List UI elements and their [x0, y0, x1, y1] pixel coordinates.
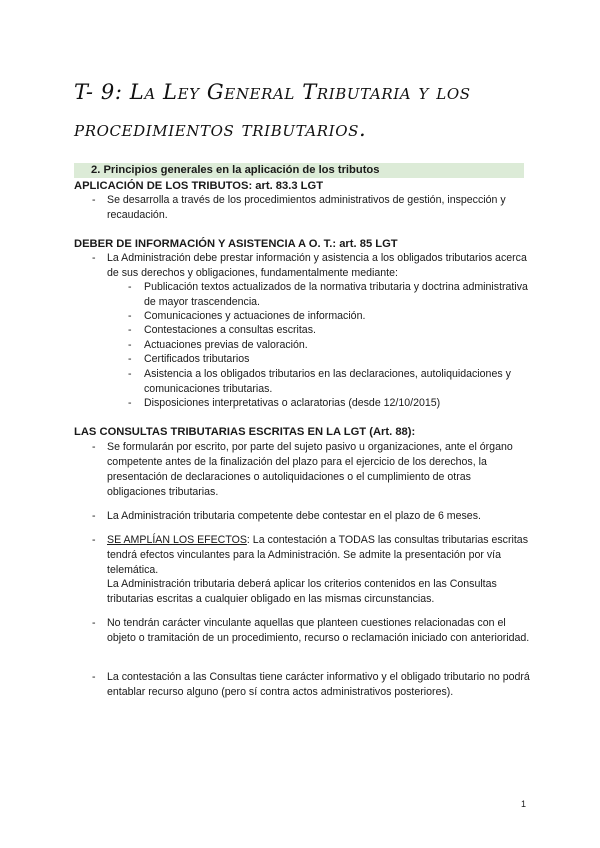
sub-list-item-text: Publicación textos actualizados de la normativa tributaria y doctrina administrativa de mayor trascendencia.: [144, 281, 528, 308]
list-item: [92, 509, 532, 524]
sub-list-item: [128, 396, 528, 411]
list-item: [92, 440, 532, 500]
list-item-text: La Administración tributaria deberá aplicar los criterios contenidos en las Consultas tributarias escritas a cualquier obligado en las mismas circunstancias.: [107, 578, 497, 605]
section-heading-bar: [74, 163, 524, 178]
sub-list-item: [128, 338, 528, 353]
list-item-text: No tendrán carácter vinculante aquellas que planteen cuestiones relacionadas con el objeto o tramitación de un procedimiento, recurso o reclamación iniciado con anterioridad.: [107, 617, 530, 644]
sub-list-item: [128, 323, 528, 338]
page-title: T- 9: La Ley General Tributaria y los procedimientos tributarios.: [74, 80, 471, 141]
list-item-text-rest: : La contestación a TODAS las consultas tributarias escritas tendrá efectos vinculantes para la Administración. Se admite la presentación por vía telemática.: [107, 534, 528, 576]
page-number: 1: [521, 799, 527, 809]
heading-consultas: LAS CONSULTAS TRIBUTARIAS ESCRITAS EN LA LGT (Art. 88):: [74, 426, 416, 438]
sub-list-item-text: Actuaciones previas de valoración.: [144, 339, 308, 351]
dash-bullet: -: [92, 671, 96, 683]
heading-deber: DEBER DE INFORMACIÓN Y ASISTENCIA A O. T.: art. 85 LGT: [74, 238, 398, 250]
list-item-text: La contestación a las Consultas tiene carácter informativo y el obligado tributario no podrá entablar recurso alguno (pero sí contra actos administrativos posteriores).: [107, 671, 530, 698]
heading-aplicacion: APLICACIÓN DE LOS TRIBUTOS: art. 83.3 LGT: [74, 180, 324, 192]
sub-list-item-text: Asistencia a los obligados tributarios en las declaraciones, autoliquidaciones y comunicaciones tributarias.: [144, 368, 511, 395]
dash-bullet: -: [128, 353, 132, 365]
dash-bullet: -: [128, 281, 132, 293]
dash-bullet: -: [92, 441, 96, 453]
sub-list-item: [128, 367, 528, 397]
dash-bullet: -: [128, 310, 132, 322]
sub-list-item: [128, 352, 528, 367]
list-item-text: Se formularán por escrito, por parte del sujeto pasivo u organizaciones, ante el órgano competente antes de la finalización del plazo para el ejercicio de los derechos, la presentación de declaraciones o autoliquidaciones o el cumplimiento de otras obligaciones tributarias.: [107, 441, 513, 498]
dash-bullet: -: [128, 339, 132, 351]
dash-bullet: -: [92, 617, 96, 629]
sub-list-item-text: Contestaciones a consultas escritas.: [144, 324, 316, 336]
list-item: [92, 533, 532, 578]
list-item-text: La Administración tributaria competente debe contestar en el plazo de 6 meses.: [107, 510, 481, 522]
dash-bullet: -: [128, 324, 132, 336]
underlined-lead: SE AMPLÍAN LOS EFECTOS: [107, 534, 247, 546]
section-heading: 2. Principios generales en la aplicación de los tributos: [91, 164, 380, 176]
sub-list-item-text: Certificados tributarios: [144, 353, 250, 365]
dash-bullet: -: [128, 368, 132, 380]
list-item-text: Se desarrolla a través de los procedimientos administrativos de gestión, inspección y recaudación.: [107, 194, 506, 221]
sub-list-item-text: Disposiciones interpretativas o aclaratorias (desde 12/10/2015): [144, 397, 441, 409]
list-item: [92, 193, 532, 223]
dash-bullet: -: [92, 534, 96, 546]
dash-bullet: -: [128, 397, 132, 409]
list-item-text: [107, 533, 532, 578]
list-item: [92, 616, 532, 646]
list-item-text: La Administración debe prestar información y asistencia a los obligados tributarios acerca de sus derechos y obligaciones, fundamentalmente mediante:: [107, 252, 527, 279]
dash-bullet: -: [92, 510, 96, 522]
list-item: [92, 251, 532, 281]
list-item: [92, 670, 532, 700]
sub-list-item-text: Comunicaciones y actuaciones de información.: [144, 310, 366, 322]
sub-list-item: [128, 309, 528, 324]
sub-list-item: [128, 280, 528, 310]
dash-bullet: -: [92, 194, 96, 206]
list-item-continuation: [92, 577, 532, 607]
dash-bullet: -: [92, 252, 96, 264]
